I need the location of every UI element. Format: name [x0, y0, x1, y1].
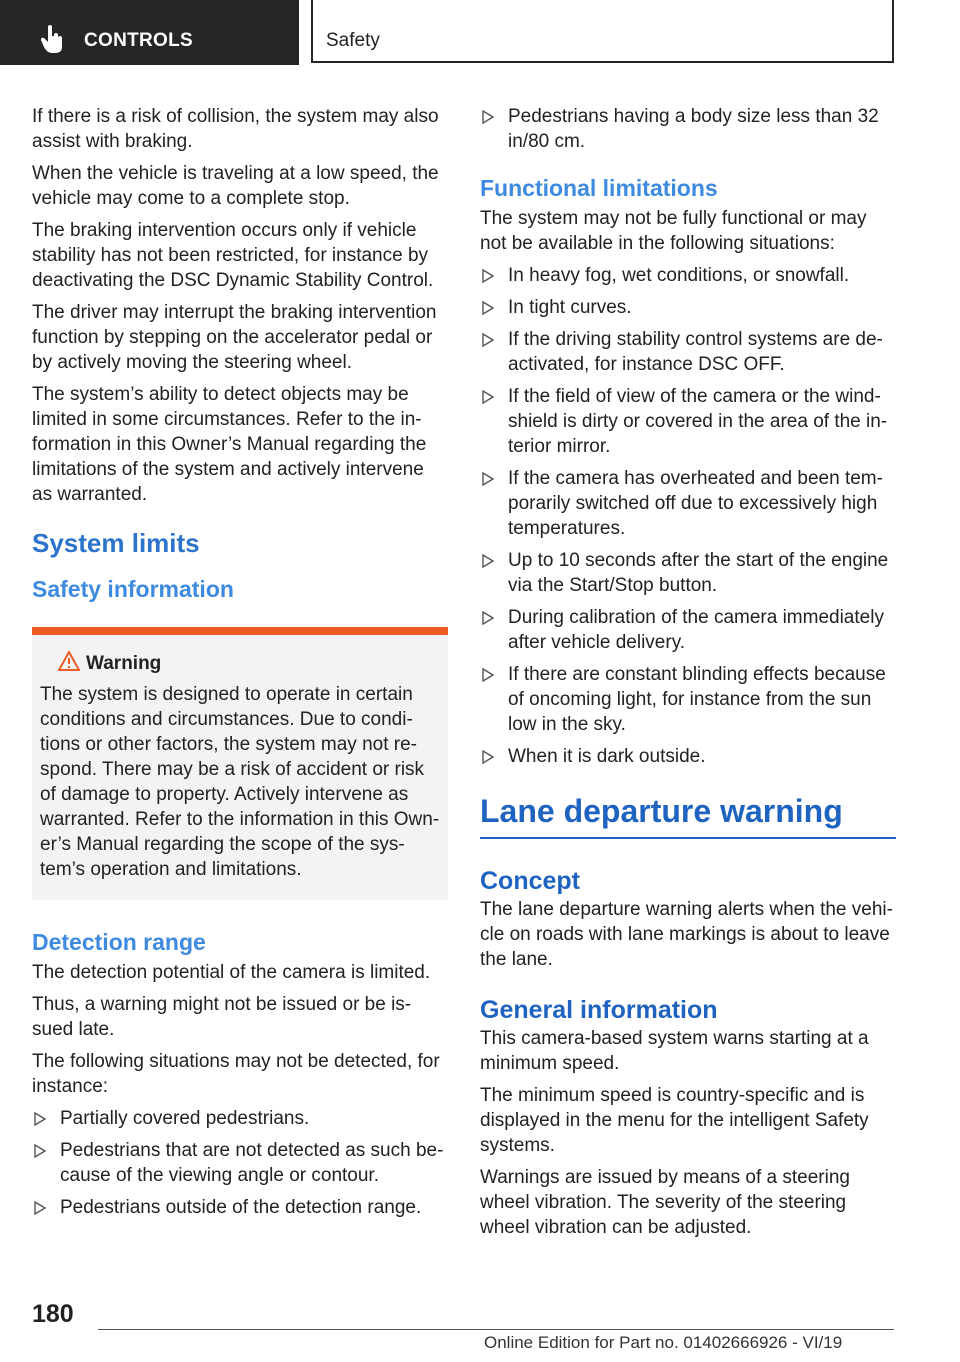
body-paragraph: The minimum speed is country-specific and is displayed in the menu for the intelligent Safety systems.	[480, 1085, 869, 1156]
body-paragraph: The detection potential of the camera is limited.	[32, 962, 431, 983]
triangle-bullet-icon	[482, 554, 494, 568]
triangle-bullet-icon	[34, 1201, 46, 1215]
list-item: If the driving stability control systems are de-activated, for instance DSC OFF.	[480, 327, 896, 377]
body-paragraph: If there is a risk of collision, the system may also assist with braking.	[32, 106, 439, 152]
list-item: If there are constant blinding effects because of oncoming light, for instance from the sun low in the sky.	[480, 662, 896, 737]
detection-list-continued	[480, 104, 896, 154]
triangle-bullet-icon	[482, 611, 494, 625]
functional-limitations-list	[480, 263, 896, 769]
heading-system-limits: System limits	[32, 528, 200, 558]
body-paragraph: The following situations may not be detected, for instance:	[32, 1051, 440, 1097]
heading-concept: Concept	[480, 867, 580, 895]
warning-triangle-icon	[58, 651, 80, 671]
list-item: When it is dark outside.	[480, 744, 896, 769]
body-paragraph: The system may not be fully functional or may not be available in the following situations:	[480, 208, 867, 254]
body-paragraph: The driver may interrupt the braking intervention function by stepping on the accelerator pedal or by actively moving the steering wheel.	[32, 302, 437, 373]
heading-detection-range: Detection range	[32, 929, 206, 955]
body-paragraph: Warnings are issued by means of a steering wheel vibration. The severity of the steering wheel vibration can be adjusted.	[480, 1167, 850, 1238]
list-item: In tight curves.	[480, 295, 896, 320]
right-column	[480, 104, 896, 1247]
triangle-bullet-icon	[482, 668, 494, 682]
section-tab	[0, 0, 299, 65]
triangle-bullet-icon	[482, 301, 494, 315]
page-number: 180	[32, 1300, 74, 1328]
heading-general-information: General information	[480, 996, 718, 1024]
triangle-bullet-icon	[482, 750, 494, 764]
section-title: CONTROLS	[84, 30, 194, 51]
list-item: If the field of view of the camera or the wind-shield is dirty or covered in the area of the in-terior mirror.	[480, 384, 896, 459]
detection-list	[32, 1106, 448, 1220]
chapter-title: Safety	[326, 30, 380, 51]
left-column	[32, 104, 448, 1227]
triangle-bullet-icon	[482, 110, 494, 124]
footer-divider	[98, 1329, 894, 1330]
triangle-bullet-icon	[482, 269, 494, 283]
list-item: Partially covered pedestrians.	[32, 1106, 448, 1131]
triangle-bullet-icon	[482, 390, 494, 404]
body-paragraph: When the vehicle is traveling at a low speed, the vehicle may come to a complete stop.	[32, 163, 439, 209]
warning-box	[32, 627, 448, 900]
triangle-bullet-icon	[482, 333, 494, 347]
warning-title: Warning	[86, 653, 162, 674]
edition-note: Online Edition for Part no. 01402666926 - VI/19	[484, 1333, 843, 1352]
body-paragraph: The braking intervention occurs only if vehicle stability has not been restricted, for instance by deactivating the DSC Dynamic Stability Control.	[32, 220, 434, 291]
body-paragraph: Thus, a warning might not be issued or be is-sued late.	[32, 994, 412, 1040]
triangle-bullet-icon	[34, 1112, 46, 1126]
list-item: During calibration of the camera immediately after vehicle delivery.	[480, 605, 896, 655]
list-item: Up to 10 seconds after the start of the engine via the Start/Stop button.	[480, 548, 896, 598]
list-item: In heavy fog, wet conditions, or snowfall.	[480, 263, 896, 288]
hand-pointer-icon	[40, 24, 66, 54]
list-item: Pedestrians that are not detected as such be-cause of the viewing angle or contour.	[32, 1138, 448, 1188]
body-paragraph: This camera-based system warns starting at a minimum speed.	[480, 1028, 869, 1074]
body-paragraph: The lane departure warning alerts when the vehi-cle on roads with lane markings is about to leave the lane.	[480, 899, 893, 970]
list-item: Pedestrians having a body size less than 32 in/80 cm.	[480, 104, 896, 154]
list-item: Pedestrians outside of the detection range.	[32, 1195, 448, 1220]
body-paragraph: The system’s ability to detect objects may be limited in some circumstances. Refer to the in-formation in this Owner’s Manual regarding the limitations of the system and actively intervene as warranted.	[32, 384, 427, 505]
triangle-bullet-icon	[34, 1144, 46, 1158]
list-item: If the camera has overheated and been tem-porarily switched off due to excessively high temperatures.	[480, 466, 896, 541]
warning-heading	[40, 651, 440, 676]
triangle-bullet-icon	[482, 472, 494, 486]
chapter-tab	[311, 0, 894, 63]
heading-functional-limitations: Functional limitations	[480, 175, 718, 201]
heading-safety-information: Safety information	[32, 576, 234, 602]
heading-lane-departure-warning: Lane departure warning	[480, 791, 896, 839]
warning-text: The system is designed to operate in certain conditions and circumstances. Due to condi-tions or other factors, the system may not re-spond. There may be a risk of accident or risk of damage to property. Actively intervene as warranted. Refer to the information in this Own-er’s Manual regarding the scope of the sys-tem’s operation and limitations.	[40, 684, 440, 880]
